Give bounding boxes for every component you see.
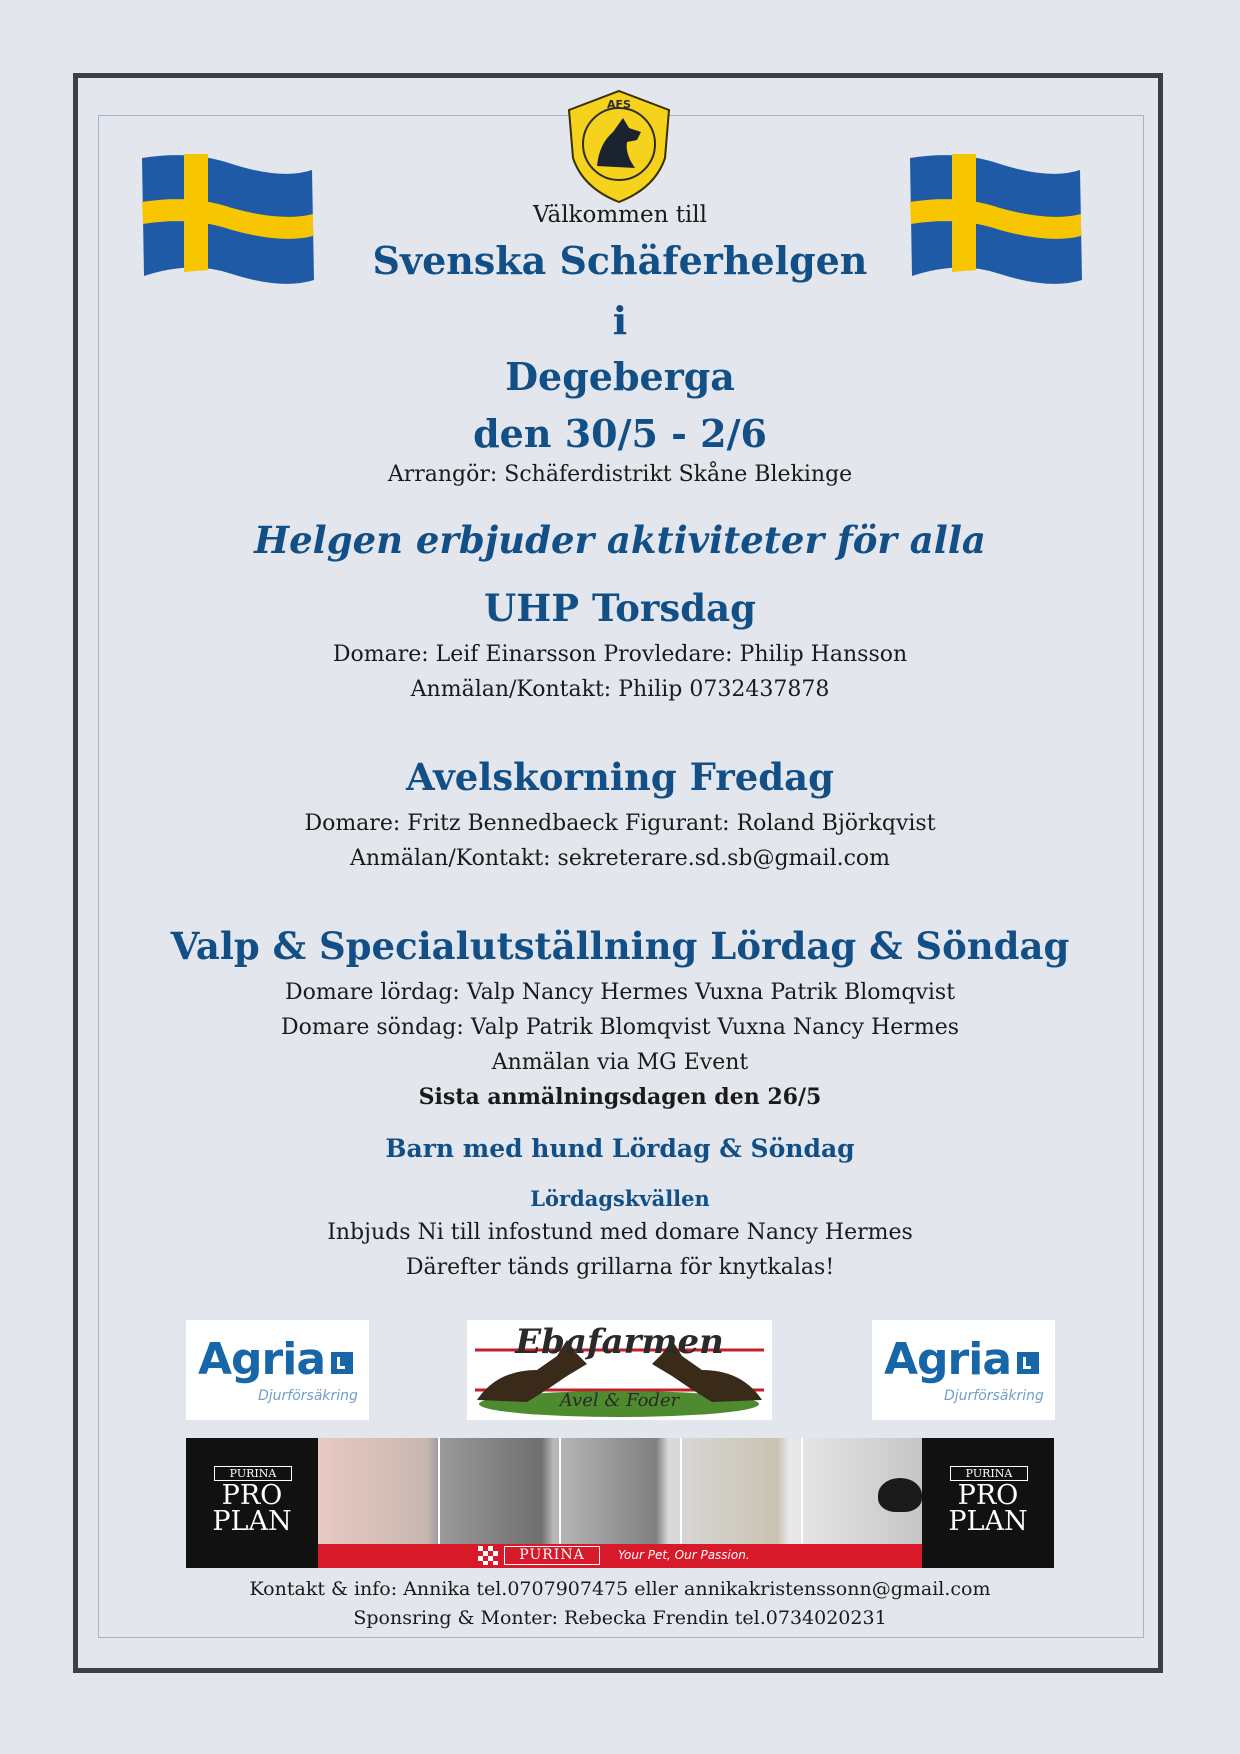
- avel-heading: Avelskorning Fredag: [406, 755, 834, 799]
- proplan-line2: PLAN: [948, 1506, 1028, 1537]
- proplan-logo-left: [186, 1438, 318, 1568]
- agria-subtitle: Djurförsäkring: [944, 1388, 1044, 1404]
- purina-small-label: PURINA: [214, 1466, 292, 1481]
- event-dates: den 30/5 - 2/6: [473, 411, 767, 456]
- proplan-logo-right: [922, 1438, 1054, 1568]
- kvall-grill: Därefter tänds grillarna för knytkalas!: [405, 1255, 835, 1280]
- uhp-judges: Domare: Leif Einarsson Provledare: Philip Hansson: [332, 642, 908, 667]
- purina-red-bar: [318, 1544, 922, 1568]
- agria-logo-right: [872, 1320, 1055, 1420]
- organizer: Arrangör: Schäferdistrikt Skåne Blekinge: [387, 462, 853, 487]
- valp-deadline: Sista anmälningsdagen den 26/5: [418, 1084, 822, 1110]
- footer-sponsoring: Sponsring & Monter: Rebecka Frendin tel.0734020231: [353, 1607, 887, 1629]
- ebafarmen-wordmark: Ebafarmen: [515, 1322, 724, 1362]
- event-place: Degeberga: [505, 354, 735, 399]
- ebafarmen-subtitle: Avel & Foder: [559, 1390, 680, 1411]
- avel-judges: Domare: Fritz Bennedbaeck Figurant: Roland Björkqvist: [304, 811, 936, 836]
- proplan-line2: PLAN: [212, 1506, 292, 1537]
- tagline: Helgen erbjuder aktiviteter för alla: [254, 518, 986, 562]
- purina-pro-plan-banner: [186, 1438, 1054, 1568]
- avel-contact: Anmälan/Kontakt: sekreterare.sd.sb@gmail.com: [349, 846, 891, 871]
- proplan-line1: PRO: [221, 1480, 283, 1511]
- agria-square-icon: [1017, 1352, 1039, 1374]
- welcome-text: Välkommen till: [532, 202, 708, 228]
- agria-logo-left: [186, 1320, 369, 1420]
- event-title: Svenska Schäferhelgen: [372, 238, 868, 283]
- kvall-heading: Lördagskvällen: [530, 1186, 710, 1211]
- kvall-info: Inbjuds Ni till infostund med domare Nancy Hermes: [327, 1220, 913, 1245]
- logo-abbrev: AFS: [607, 98, 631, 111]
- valp-judges-sunday: Domare söndag: Valp Patrik Blomqvist Vuxna Nancy Hermes: [280, 1015, 959, 1040]
- valp-heading: Valp & Specialutställning Lördag & Söndag: [170, 924, 1070, 968]
- ebafarmen-logo: [467, 1320, 772, 1420]
- purina-slogan: Your Pet, Our Passion.: [618, 1548, 750, 1562]
- purina-small-label: PURINA: [950, 1466, 1028, 1481]
- event-title-in: i: [612, 298, 628, 343]
- footer-contact: Kontakt & info: Annika tel.0707907475 eller annikakristenssonn@gmail.com: [249, 1578, 991, 1600]
- agria-subtitle: Djurförsäkring: [258, 1388, 358, 1404]
- pet-owner-photos: [318, 1438, 922, 1544]
- valp-judges-saturday: Domare lördag: Valp Nancy Hermes Vuxna Patrik Blomqvist: [284, 980, 956, 1005]
- barn-heading: Barn med hund Lördag & Söndag: [385, 1134, 855, 1163]
- valp-registration: Anmälan via MG Event: [491, 1050, 749, 1075]
- purina-checkerboard-icon: [478, 1546, 498, 1565]
- uhp-contact: Anmälan/Kontakt: Philip 0732437878: [410, 677, 830, 702]
- agria-wordmark: Agria: [884, 1334, 1012, 1385]
- uhp-heading: UHP Torsdag: [484, 586, 756, 630]
- proplan-line1: PRO: [957, 1480, 1019, 1511]
- agria-wordmark: Agria: [198, 1334, 326, 1385]
- agria-square-icon: [331, 1352, 353, 1374]
- afs-club-logo: [563, 88, 675, 206]
- purina-wordmark: PURINA: [504, 1546, 600, 1565]
